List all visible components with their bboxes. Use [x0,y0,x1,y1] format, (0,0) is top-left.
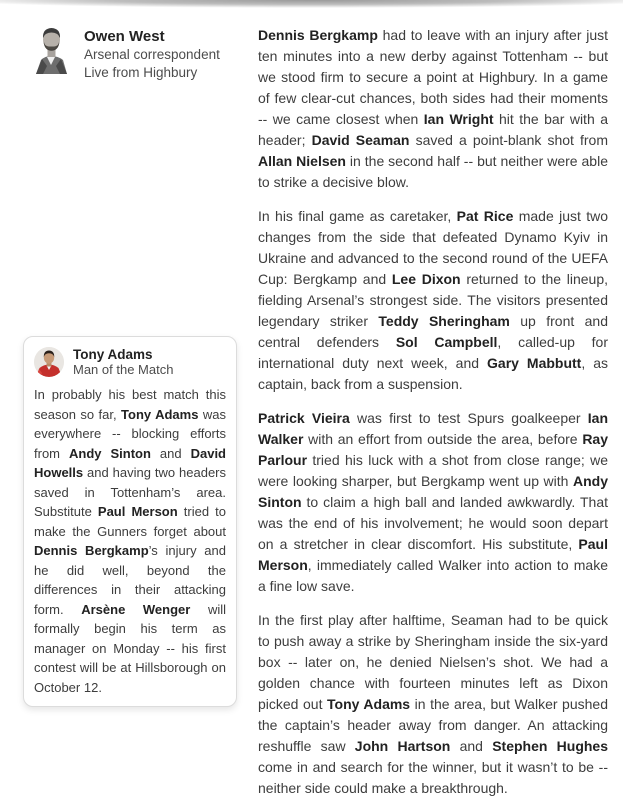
player-name: Dennis Bergkamp [258,27,378,43]
motm-header [34,347,226,377]
correspondent-name: Owen West [84,28,165,45]
player-name: Sol Campbell [395,334,498,350]
player-name: Ray Parlour [258,431,608,468]
player-name: Allan Nielsen [258,153,346,169]
motm-header-text [73,347,173,377]
player-name: Teddy Sheringham [378,313,510,329]
match-report [258,25,608,812]
correspondent-info [84,24,220,82]
article-paragraph: Patrick Vieira was first to test Spurs goalkeeper Ian Walker with an effort from outside the area, before Ray Parlour tried his luck with a shot from close range; we were looking sharper, but Bergkamp went up with Andy Sinton to claim a high ball and landed awkwardly. That was the end of his involvement; he would soon depart on a stretcher in clear discomfort. His substitute, Paul Merson, immediately called Walker into action to make a fine low save. [258,410,608,594]
player-name: Ian Walker [258,410,608,447]
player-name: Pat Rice [456,208,514,224]
player-name: Tony Adams [327,696,411,712]
motm-label: Man of the Match [73,362,174,377]
player-name: Gary Mabbutt [487,355,582,371]
player-photo [34,347,64,377]
player-name: Andy Sinton [258,473,608,510]
player-photo-illustration [34,347,64,377]
correspondent-byline [33,24,220,82]
player-name: Arsène Wenger [81,601,191,617]
player-name: Patrick Vieira [258,410,350,426]
man-of-the-match-card [23,336,237,707]
article-paragraph: In his final game as caretaker, Pat Rice made just two changes from the side that defeated Dynamo Kyiv in Ukraine and advanced to the second round of the UEFA Cup: Bergkamp and Lee Dixon returned to the lineup, fielding Arsenal’s strongest side. The visitors presented legendary striker Teddy Sheringham up front and central defenders Sol Campbell, called-up for international duty next week, and Gary Mabbutt, as captain, back from a suspension. [258,208,609,392]
player-name: Paul Merson [97,504,178,519]
correspondent-location: Live from Highbury [84,65,198,80]
motm-analysis-text: In probably his best match this season so far, Tony Adams was everywhere -- blocking efforts from Andy Sinton and David Howells and having two headers saved in Tottenham’s area. Substitute Paul Merson tried to make the Gunners forget about Dennis Bergkamp’s injury and he did well, beyond the differences in their attacking form. Arsène Wenger will formally begin his term as manager on Monday -- his first contest will be at Hillsborough on October 12. [34,387,226,695]
player-name: Dennis Bergkamp [34,543,149,558]
player-name: Paul Merson [258,536,608,573]
top-shadow-divider [0,0,623,10]
player-name: David Seaman [311,132,410,148]
article-paragraph: Dennis Bergkamp had to leave with an injury after just ten minutes into a new derby against Tottenham -- but we stood firm to secure a point at Highbury. In a game of few clear-cut chances, both sides had their moments -- we came closest when Ian Wright hit the bar with a header; David Seaman saved a point-blank shot from Allan Nielsen in the second half -- but neither were able to strike a decisive blow. [258,27,608,190]
player-name: John Hartson [354,738,451,754]
correspondent-role: Arsenal correspondent [84,47,220,62]
correspondent-photo-illustration [33,24,70,74]
player-name: David Howells [34,445,226,480]
motm-player-name: Tony Adams [73,347,153,362]
player-name: Tony Adams [121,406,199,422]
player-name: Stephen Hughes [492,738,608,754]
player-name: Lee Dixon [391,271,461,287]
player-name: Ian Wright [423,111,494,127]
correspondent-photo [33,24,70,74]
player-name: Andy Sinton [69,445,151,461]
article-paragraph: In the first play after halftime, Seaman had to be quick to push away a strike by Sheringham inside the six-yard box -- later on, he denied Nielsen’s shot. We had a golden chance with fourteen minutes left as Dixon picked out Tony Adams in the area, but Walker pushed the captain’s header away from danger. An attacking reshuffle saw John Hartson and Stephen Hughes come in and search for the winner, but it wasn’t to be -- neither side could make a breakthrough. [258,612,608,796]
